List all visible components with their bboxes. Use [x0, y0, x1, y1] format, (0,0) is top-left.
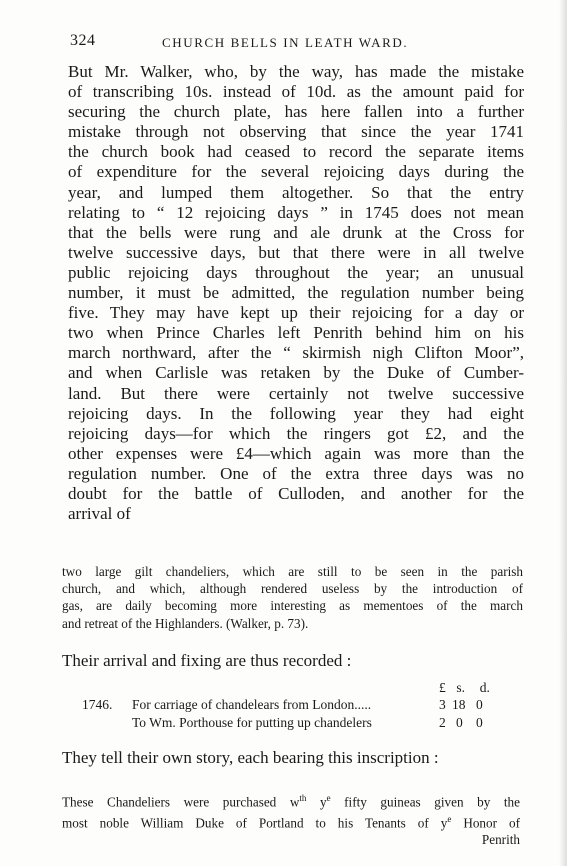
account-pence: 0 [476, 697, 483, 712]
account-description: To Wm. Porthouse for putting up chandelers [132, 715, 372, 730]
body-line: five. They may have kept up their rejoicing for a day or [68, 303, 524, 323]
body-line: relating to “ 12 rejoicing days ” in 1745 does not mean [68, 202, 524, 222]
body-line: of transcribing 10s. instead of 10d. as the amount paid for [68, 82, 524, 102]
account-row [82, 697, 522, 715]
inscription-fragment: fifty guineas given by the [330, 794, 520, 810]
body-line: rejoicing days—for which the ringers got £2, and the [68, 423, 524, 443]
body-line: of expenditure for the several rejoicing days during the [68, 162, 524, 182]
account-shillings: 0 [456, 715, 463, 730]
body-line: regulation number. One of the extra three days was no [68, 463, 524, 483]
page-number: 324 [70, 32, 96, 49]
superscript: e [447, 813, 452, 824]
body-line: and when Carlisle was retaken by the Duke of Cumber- [68, 363, 524, 383]
body-line: year, and lumped them altogether. So that the entry [68, 182, 524, 202]
body-line: arrival of [68, 504, 131, 524]
inscription-intro: They tell their own story, each bearing this inscription : [62, 748, 439, 767]
account-intro: Their arrival and fixing are thus recorded : [62, 651, 352, 670]
body-line: But Mr. Walker, who, by the way, has made the mistake [68, 62, 524, 81]
body-paragraph [68, 62, 524, 524]
body-line: that the bells were rung and ale drunk at the Cross for [68, 222, 524, 242]
block-quote [62, 563, 523, 632]
body-line: land. But there were certainly not twelve successive [68, 383, 524, 403]
body-line: the church book had ceased to record the separate items [68, 142, 524, 162]
quote-line: gas, are daily becoming more interesting as mementoes of the march [62, 598, 523, 614]
inscription-line [62, 790, 520, 811]
account-pounds: 2 [439, 715, 446, 730]
inscription-fragment: y [306, 794, 327, 810]
quote-line: church, and which, although rendered useless by the introduction of [62, 581, 523, 597]
inscription-line [62, 811, 520, 832]
body-line: twelve successive days, but that there were in all twelve [68, 242, 524, 262]
body-line: other expenses were £4—which again was more than the [68, 443, 524, 463]
body-line: march northward, after the “ skirmish nigh Clifton Moor”, [68, 343, 524, 363]
inscription-fragment: Honor of [451, 815, 520, 831]
scan-edge-shadow [559, 0, 567, 866]
quote-line: and retreat of the Highlanders. (Walker, p. 73). [62, 615, 309, 631]
inscription-fragment: These Chandeliers were purchased w [62, 794, 300, 810]
superscript: e [326, 793, 331, 803]
inscription-fragment: most noble William Duke of Portland to his Tenants of y [62, 815, 448, 831]
running-head: CHURCH BELLS IN LEATH WARD. [162, 35, 409, 50]
inscription-text [62, 790, 520, 849]
superscript: th [299, 793, 307, 803]
account-shillings: 18 [452, 697, 466, 712]
account-year: 1746. [82, 697, 113, 712]
body-line: doubt for the battle of Culloden, and another for the [68, 483, 524, 503]
account-pounds: 3 [439, 697, 446, 712]
pounds-header: £ [439, 680, 446, 695]
quote-line: two large gilt chandeliers, which are still to be seen in the parish [62, 564, 523, 579]
body-line: public rejoicing days throughout the year; an unusual [68, 262, 524, 282]
account-row [82, 715, 522, 733]
pence-header: d. [479, 680, 490, 695]
account-description: For carriage of chandelears from London..... [132, 697, 372, 712]
inscription-line: Penrith [481, 832, 520, 848]
shillings-header: s. [456, 680, 466, 695]
body-line: securing the church plate, has here fallen into a further [68, 102, 524, 122]
body-line: two when Prince Charles left Penrith behind him on his [68, 323, 524, 343]
body-line: mistake through not observing that since the year 1741 [68, 122, 524, 142]
body-line: number, it must be admitted, the regulation number being [68, 283, 524, 303]
account-column-headers [439, 680, 490, 696]
body-line: rejoicing days. In the following year they had eight [68, 403, 524, 423]
account-pence: 0 [476, 715, 483, 730]
